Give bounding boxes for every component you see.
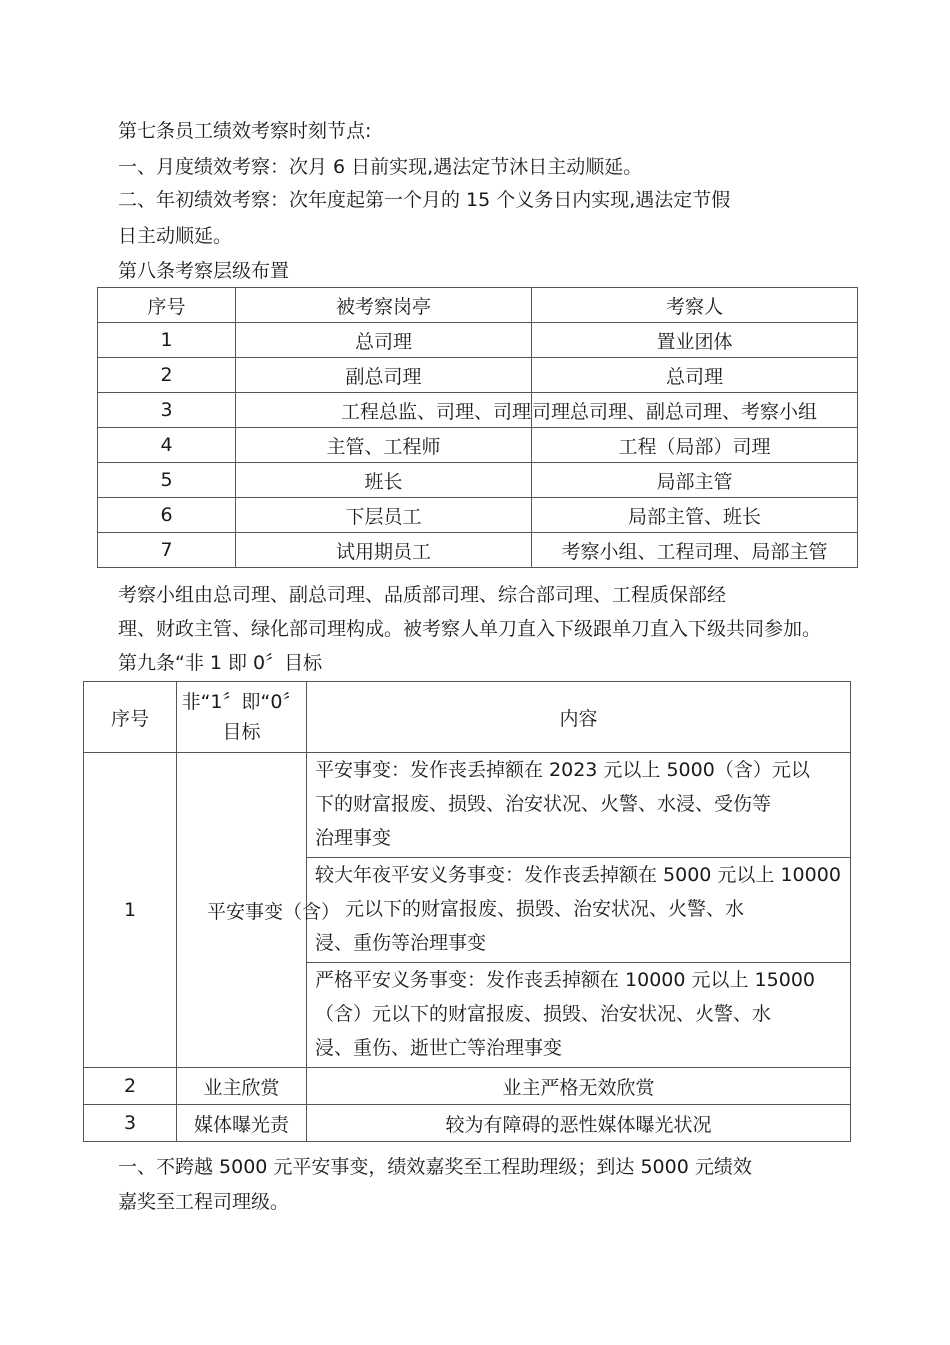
assessor: 局部主管 (532, 463, 858, 498)
table-row (84, 1068, 851, 1105)
assessment-level-table (97, 287, 858, 568)
table-row (98, 463, 858, 498)
article-7-title: 第七条员工绩效考察时刻节点: (118, 120, 372, 142)
row-number: 2 (98, 358, 236, 393)
target-name (177, 753, 341, 1068)
table-row (98, 498, 858, 533)
content-cell (307, 753, 851, 858)
assessor: 司理总司理、副总司理、考察小组 (532, 393, 858, 428)
article-9-footer-line-1: 一、不跨越 5000 元平安事变，绩效嘉奖至工程助理级；到达 5000 元绩效 (118, 1156, 752, 1178)
article-8-note-line-1: 考察小组由总司理、副总司理、品质部司理、综合部司理、工程质保部经 (118, 584, 727, 606)
header-cell-target (177, 682, 307, 753)
assessed-position: 班长 (236, 463, 532, 498)
table-row (84, 753, 851, 858)
content-line: 元以下的财富报废、损毁、治安状况、火警、水 (345, 898, 745, 920)
assessed-position: 下层员工 (236, 498, 532, 533)
row-number: 7 (98, 533, 236, 568)
assessed-position: 工程总监、司理、司理 (236, 393, 532, 428)
content-line: 浸、重伤、逝世亡等治理事变 (315, 1037, 563, 1059)
table-row (84, 1105, 851, 1142)
header-cell: 考察人 (532, 288, 858, 323)
assessor: 工程（局部）司理 (532, 428, 858, 463)
assessed-position: 试用期员工 (236, 533, 532, 568)
content-line: 较大年夜平安义务事变：发作丧丢掉额在 5000 元以上 10000 (315, 864, 841, 886)
content-line: 浸、重伤等治理事变 (315, 932, 487, 954)
assessor: 局部主管、班长 (532, 498, 858, 533)
table-row (98, 533, 858, 568)
article-7-item-2-line-1: 二、年初绩效考察：次年度起第一个月的 15 个义务日内实现,遇法定节假 (118, 189, 731, 211)
content-line: （含）元以下的财富报废、损毁、治安状况、火警、水 (315, 1003, 772, 1025)
content-line: 治理事变 (315, 827, 392, 849)
header-target-line-2: 目标 (222, 721, 261, 743)
assessor: 置业团体 (532, 323, 858, 358)
content-line: 下的财富报废、损毁、治安状况、火警、水浸、受伤等 (315, 793, 772, 815)
article-7-item-2-line-2: 日主动顺延。 (118, 225, 233, 247)
row-number: 4 (98, 428, 236, 463)
content-cell (307, 858, 851, 963)
assessed-position: 总司理 (236, 323, 532, 358)
row-number: 6 (98, 498, 236, 533)
content-cell (307, 963, 851, 1068)
row-number: 3 (98, 393, 236, 428)
row-number: 1 (98, 323, 236, 358)
target-text: 平安事变（含） (207, 900, 341, 923)
article-7-item-1: 一、月度绩效考察：次月 6 日前实现,遇法定节沐日主动顺延。 (118, 156, 643, 178)
header-cell: 内容 (307, 682, 851, 753)
article-8-title: 第八条考察层级布置 (118, 260, 290, 282)
content-cell: 业主严格无效欣赏 (307, 1068, 851, 1105)
table-row (98, 323, 858, 358)
target-name: 业主欣赏 (177, 1068, 307, 1105)
header-cell: 被考察岗亭 (236, 288, 532, 323)
zero-one-target-table (83, 681, 851, 1142)
assessor: 考察小组、工程司理、局部主管 (532, 533, 858, 568)
assessed-position: 副总司理 (236, 358, 532, 393)
table-row (98, 428, 858, 463)
row-number: 3 (84, 1105, 177, 1142)
header-target-line-1: 非“1〞即“0〞 (181, 691, 302, 713)
table-row (98, 358, 858, 393)
header-cell: 序号 (84, 682, 177, 753)
row-number: 1 (84, 753, 177, 1068)
table-row (98, 393, 858, 428)
content-line: 平安事变：发作丧丢掉额在 2023 元以上 5000（含）元以 (315, 759, 810, 781)
article-9-footer-line-2: 嘉奖至工程司理级。 (118, 1191, 290, 1213)
target-name: 媒体曝光责 (177, 1105, 307, 1142)
row-number: 5 (98, 463, 236, 498)
row-number: 2 (84, 1068, 177, 1105)
content-cell: 较为有障碍的恶性媒体曝光状况 (307, 1105, 851, 1142)
table-header-row (84, 682, 851, 753)
assessor: 总司理 (532, 358, 858, 393)
article-8-note-line-2: 理、财政主管、绿化部司理构成。被考察人单刀直入下级跟单刀直入下级共同参加。 (118, 618, 822, 640)
assessed-position: 主管、工程师 (236, 428, 532, 463)
header-cell: 序号 (98, 288, 236, 323)
content-line: 严格平安义务事变：发作丧丢掉额在 10000 元以上 15000 (315, 969, 816, 991)
article-9-title: 第九条“非 1 即 0〞目标 (118, 652, 323, 674)
table-header-row (98, 288, 858, 323)
